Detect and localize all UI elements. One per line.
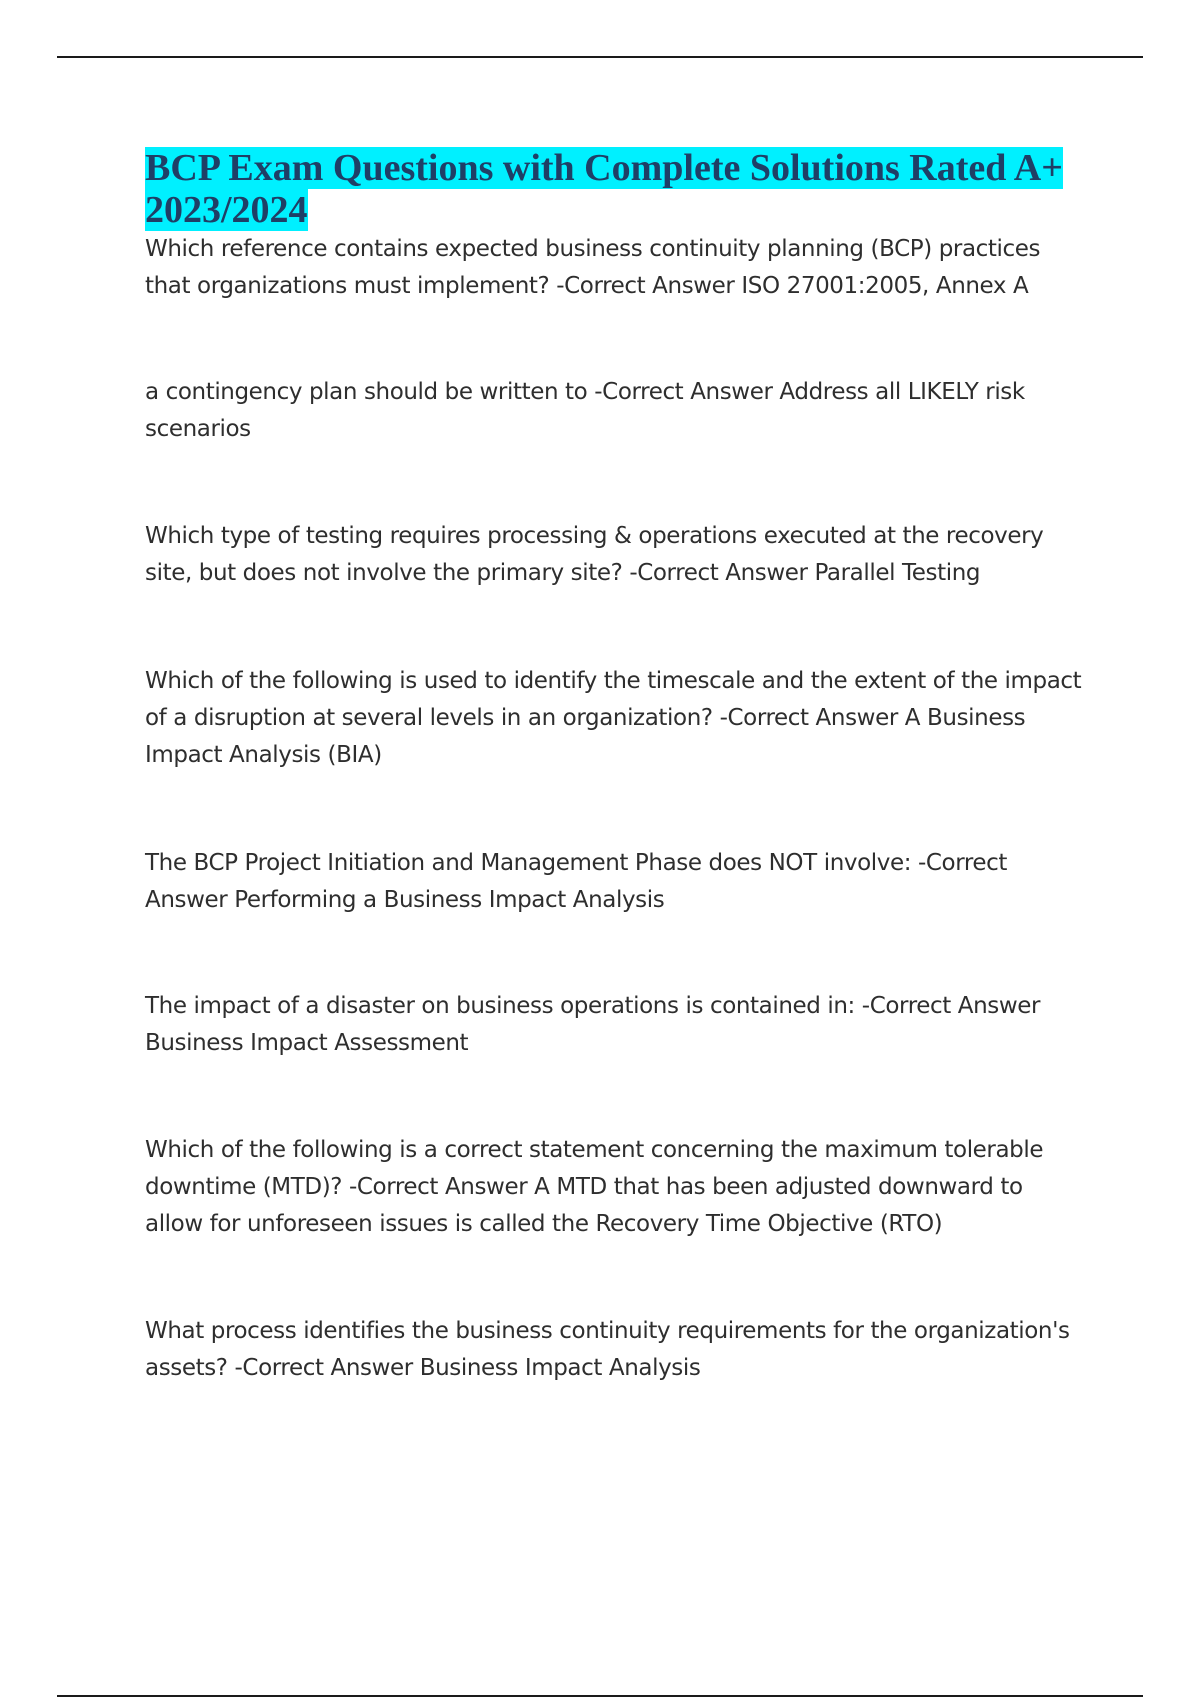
qa-item: The impact of a disaster on business operations is contained in: -Correct Answer Business Impact Assessment — [145, 993, 1041, 1056]
qa-item: What process identifies the business continuity requirements for the organization's assets? -Correct Answer Business Impact Analysis — [145, 1318, 1070, 1381]
top-rule — [57, 56, 1143, 58]
qa-item: a contingency plan should be written to -Correct Answer Address all LIKELY risk scenarios — [145, 379, 1025, 442]
title-highlight: BCP Exam Questions with Complete Solutions Rated A+ 2023/2024 — [145, 147, 1063, 231]
qa-item: Which of the following is used to identify the timescale and the extent of the impact of a disruption at several levels in an organization? -Correct Answer A Business Impact Analysis (BIA) — [145, 668, 1082, 768]
document-title — [145, 147, 1085, 231]
qa-item: Which reference contains expected business continuity planning (BCP) practices that organizations must implement? -Correct Answer ISO 27001:2005, Annex A — [145, 236, 1041, 299]
bottom-rule — [57, 1695, 1143, 1697]
qa-item: Which of the following is a correct statement concerning the maximum tolerable downtime (MTD)? -Correct Answer A MTD that has been adjusted downward to allow for unforeseen issues is called the Recovery Time Objective (RTO) — [145, 1137, 1044, 1237]
qa-item: Which type of testing requires processing & operations executed at the recovery site, but does not involve the primary site? -Correct Answer Parallel Testing — [145, 523, 1044, 586]
qa-item: The BCP Project Initiation and Management Phase does NOT involve: -Correct Answer Performing a Business Impact Analysis — [145, 850, 1008, 913]
